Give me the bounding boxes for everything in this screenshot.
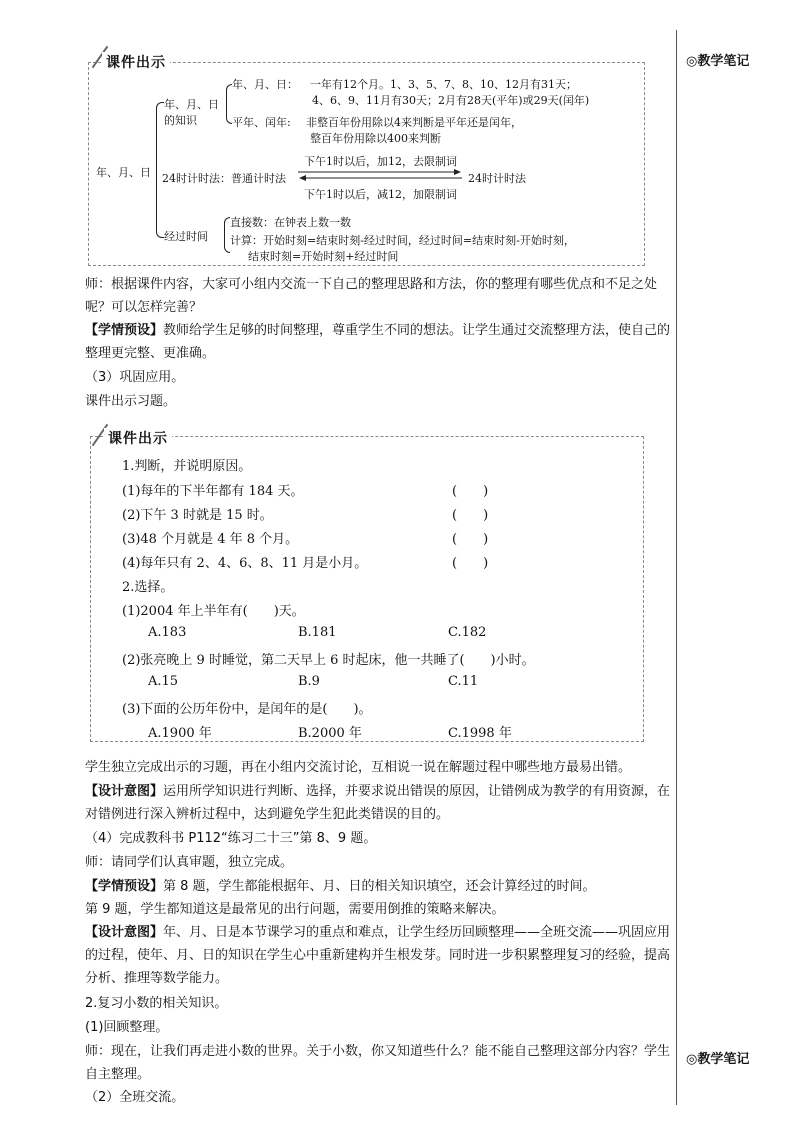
q2-2-option-b: B.9 <box>298 674 320 689</box>
para-show-exercise: 课件出示习题。 <box>85 394 177 409</box>
design-text-1: 运用所学知识进行判断、选择，并要求说出错误的原因，让错例成为教学的有用资源，在对错例进行深入辨析过程中，达到避免学生犯此类错误的目的。 <box>85 784 671 822</box>
q2-1-option-a: A.183 <box>148 625 187 640</box>
b1b-label: 平年、闰年: <box>232 116 291 129</box>
design-text-2: 年、月、日是本节课学习的重点和难点，让学生经历回顾整理——全班交流——巩固应用的过程，使年、月、日的知识在学生心中重新建构并生根发芽。同时进一步积累整理复习的经验，提高分析、推理等数学能力。 <box>85 925 671 986</box>
preset-tag: 【学情预设】 <box>85 323 164 338</box>
para-question-9: 第 9 题，学生都知道这是最常见的出行问题，需要用倒推的策略来解决。 <box>85 902 505 917</box>
b1b-line1: 非整百年份用除以4来判断是平年还是闰年， <box>306 116 522 129</box>
para-students-complete: 学生独立完成出示的习题，再在小组内交流讨论，互相说一说在解题过程中哪些地方最易出错。 <box>85 760 632 775</box>
para-recall: (1)回顾整理。 <box>85 1020 169 1035</box>
b1a-line1: 一年有12个月。1、3、5、7、8、10、12月有31天； <box>310 78 577 91</box>
q1-title: 1.判断，并说明原因。 <box>122 459 252 474</box>
para-class-exchange: （2）全班交流。 <box>85 1090 185 1105</box>
double-arrow-icon <box>296 168 464 182</box>
knowledge-tree <box>90 62 645 266</box>
q1-item-4: (4)每年只有 2、4、6、8、11 月是小月。 <box>122 556 368 571</box>
q2-2-option-a: A.15 <box>148 674 179 689</box>
preset-text-2: 第 8 题，学生都能根据年、月、日的相关知识填空，还会计算经过的时间。 <box>163 879 596 894</box>
b3b-line1: 计算：开始时刻=结束时刻-经过时间，经过时间=结束时刻-开始时刻， <box>230 234 575 247</box>
q1-item-3: (3)48 个月就是 4 年 8 个月。 <box>122 532 299 547</box>
q1-paren-1: ( ) <box>452 484 489 499</box>
branch1-label-2: 的知识 <box>164 114 197 127</box>
side-note-top: ◎教学笔记 <box>686 54 750 69</box>
preset-tag-2: 【学情预设】 <box>85 879 164 894</box>
para-preset-2 <box>85 875 675 898</box>
branch3-label: 经过时间 <box>164 230 208 243</box>
q2-item-3: (3)下面的公历年份中，是闰年的是( )。 <box>122 702 372 717</box>
courseware-tag: 课件出示 <box>102 52 170 72</box>
para-teacher-1: 师：根据课件内容，大家可小组内交流一下自己的整理思路和方法，你的整理有哪些优点和不足之处呢？可以怎样完善？ <box>85 277 658 315</box>
para-review-decimal: 2.复习小数的相关知识。 <box>85 996 228 1011</box>
para-consolidate: （3）巩固应用。 <box>85 370 185 385</box>
margin-divider <box>676 30 677 1105</box>
preset-text: 教师给学生足够的时间整理，尊重学生不同的想法。让学生通过交流整理方法，使自己的整理更完整、更准确。 <box>85 323 671 361</box>
design-tag-1: 【设计意图】 <box>85 784 164 799</box>
b3a-text: 直接数：在钟表上数一数 <box>230 216 351 229</box>
branch2-right: 24时计时法 <box>468 172 526 185</box>
para-design-2 <box>85 921 675 990</box>
branch2-bottom-note: 下午1时以后，减12，加限制词 <box>304 188 457 201</box>
q2-3-option-b: B.2000 年 <box>298 726 362 741</box>
q2-title: 2.选择。 <box>122 580 174 595</box>
para-textbook: （4）完成教科书 P112“练习二十三”第 8、9 题。 <box>85 831 377 846</box>
q2-item-1: (1)2004 年上半年有( )天。 <box>122 604 305 619</box>
para-teacher-3: 师：现在，让我们再走进小数的世界。关于小数，你又知道些什么？能不能自己整理这部分内容？学生自主整理。 <box>85 1044 671 1082</box>
branch1-label-1: 年、月、日 <box>164 98 219 111</box>
q1-paren-4: ( ) <box>452 556 489 571</box>
para-teacher-2: 师：请同学们认真审题，独立完成。 <box>85 855 294 870</box>
q1-item-1: (1)每年的下半年都有 184 天。 <box>122 484 304 499</box>
b3b-line2: 结束时刻=开始时刻+经过时间 <box>248 250 399 263</box>
branch2-top-note: 下午1时以后，加12，去限制词 <box>304 155 457 168</box>
b1b-line2: 整百年份用除以400来判断 <box>310 132 441 145</box>
para-preset-1 <box>85 319 675 365</box>
design-tag-2: 【设计意图】 <box>85 925 164 940</box>
q1-item-2: (2)下午 3 时就是 15 时。 <box>122 508 273 523</box>
b1a-label: 年、月、日： <box>232 78 298 91</box>
b1a-line2: 4、6、9、11月有30天；2月有28天(平年)或29天(闰年) <box>312 94 590 107</box>
q1-paren-3: ( ) <box>452 532 489 547</box>
q2-2-option-c: C.11 <box>448 674 479 689</box>
q2-3-option-a: A.1900 年 <box>148 726 212 741</box>
branch2-label: 24时计时法：普通计时法 <box>162 172 286 185</box>
q1-paren-2: ( ) <box>452 508 489 523</box>
tree-root: 年、月、日 <box>96 166 151 179</box>
q2-3-option-c: C.1998 年 <box>448 726 512 741</box>
courseware-tag-2: 课件出示 <box>104 428 172 448</box>
side-note-bottom: ◎教学笔记 <box>686 1052 750 1067</box>
q2-item-2: (2)张亮晚上 9 时睡觉，第二天早上 6 时起床，他一共睡了( )小时。 <box>122 653 535 668</box>
q2-1-option-b: B.181 <box>298 625 337 640</box>
q2-1-option-c: C.182 <box>448 625 487 640</box>
para-design-1 <box>85 780 675 826</box>
